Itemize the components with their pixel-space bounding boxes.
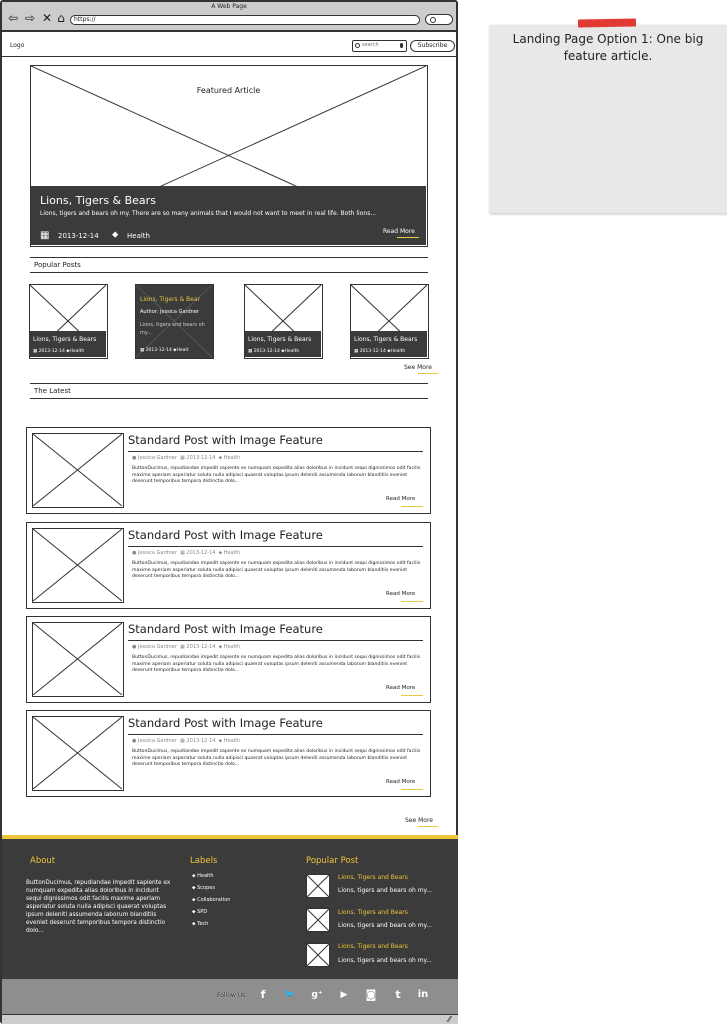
- post-read-more[interactable]: Read More: [386, 685, 416, 691]
- read-more-underline: [401, 789, 423, 790]
- featured-read-more[interactable]: Read More: [383, 228, 415, 235]
- read-more-underline: [401, 695, 423, 696]
- twitter-icon[interactable]: 🐦: [284, 990, 296, 1000]
- popular-card[interactable]: [350, 284, 429, 359]
- popular-post-subtitle: Lions, tigers and bears oh my...: [338, 922, 432, 929]
- label-link[interactable]: [192, 897, 230, 903]
- search-placeholder: search: [362, 42, 379, 48]
- instagram-icon[interactable]: ◙: [365, 988, 377, 1001]
- see-more-underline: [418, 373, 438, 374]
- featured-tag[interactable]: Health: [127, 232, 150, 240]
- card-tag: Health: [69, 349, 85, 354]
- post-title[interactable]: Standard Post with Image Feature: [128, 622, 323, 636]
- user-icon: ●: [132, 550, 137, 556]
- post-card[interactable]: [26, 522, 431, 609]
- popular-post-title[interactable]: Lions, Tigers and Bears: [338, 909, 408, 916]
- forward-arrow-icon[interactable]: ⇨: [24, 11, 36, 25]
- popular-card[interactable]: [29, 284, 108, 359]
- card-excerpt: Lions, tigers and bears oh my...: [140, 322, 205, 336]
- tag-icon: ⬥: [192, 885, 196, 891]
- post-excerpt: ButtonDucimus, repudiandae impedit sapiente ex numquam expedita alias doloribus in incidunt sequi dignissimos odit facilis maxime aperiam asperiatur soluta nulla adipisci quaerat voluptas ipsum deleniti assumenda laborum blanditiis eveniet deserunt temporibus tempora distinctio dolo...: [132, 655, 421, 673]
- tag-icon: ⬥: [192, 921, 196, 927]
- see-more-underline: [418, 826, 438, 827]
- image-placeholder-icon: [307, 944, 329, 966]
- post-card[interactable]: [26, 427, 431, 514]
- featured-caption-band: [31, 186, 426, 245]
- card-tag: Healt: [176, 348, 189, 353]
- url-bar[interactable]: https://: [70, 15, 420, 25]
- footer: [2, 839, 458, 979]
- post-tag: Health: [223, 644, 241, 650]
- microphone-icon[interactable]: [400, 43, 403, 48]
- tag-icon: ⬥: [218, 738, 223, 744]
- label-link[interactable]: [192, 873, 214, 879]
- search-icon: [355, 43, 360, 48]
- label-link[interactable]: [192, 921, 208, 927]
- card-author: Author: Jessica Gardner: [140, 309, 199, 315]
- calendar-icon: ▦: [180, 550, 185, 556]
- card-title: Lions, Tigers & Bears: [354, 336, 418, 343]
- calendar-icon: ▦: [40, 230, 50, 241]
- post-read-more[interactable]: Read More: [386, 591, 416, 597]
- post-title[interactable]: Standard Post with Image Feature: [128, 716, 323, 730]
- post-excerpt: ButtonDucimus, repudiandae impedit sapiente ex numquam expedita alias doloribus in incidunt sequi dignissimos odit facilis maxime aperiam asperiatur soluta nulla adipisci quaerat voluptas ipsum deleniti assumenda laborum blanditiis eveniet deserunt temporibus tempora distinctio dolo...: [132, 749, 421, 767]
- tag-icon: ⬥: [192, 909, 196, 915]
- post-read-more[interactable]: Read More: [386, 496, 416, 502]
- card-tag: Health: [390, 349, 406, 354]
- popular-post-thumb[interactable]: [306, 943, 330, 967]
- post-meta: [132, 738, 240, 744]
- post-date: 2013-12-14: [186, 738, 216, 744]
- popular-post-thumb[interactable]: [306, 908, 330, 932]
- subscribe-button[interactable]: Subscribe: [410, 40, 455, 52]
- post-author: Jessica Gardner: [137, 738, 177, 744]
- post-date: 2013-12-14: [186, 550, 216, 556]
- label-text: Health: [197, 873, 214, 879]
- post-tag: Health: [223, 455, 241, 461]
- home-icon[interactable]: ⌂: [57, 11, 65, 25]
- post-image: [32, 716, 124, 791]
- calendar-icon: ▦: [180, 455, 185, 461]
- tag-icon: ⬥: [218, 550, 223, 556]
- popular-card-hover[interactable]: [135, 284, 214, 359]
- user-icon: ●: [132, 644, 137, 650]
- card-meta: ▦ 2013-12-14 ⬥Healt: [140, 348, 189, 353]
- read-more-underline: [401, 506, 423, 507]
- card-date: 2013-12-14: [38, 349, 65, 354]
- popular-post-subtitle: Lions, tigers and bears oh my...: [338, 957, 432, 964]
- popular-post-heading: Popular Post: [306, 856, 359, 866]
- card-meta: ▦ 2013-12-14 ⬥Health: [354, 349, 406, 354]
- post-image: [32, 528, 124, 603]
- tag-icon: ⬥: [218, 455, 223, 461]
- image-placeholder-icon: [33, 529, 122, 601]
- browser-search-button[interactable]: [425, 14, 453, 25]
- facebook-icon[interactable]: f: [260, 988, 266, 1001]
- popular-post-title[interactable]: Lions, Tigers and Bears: [338, 943, 408, 950]
- card-date: 2013-12-14: [145, 348, 172, 353]
- image-placeholder-icon: [33, 623, 122, 695]
- card-date: 2013-12-14: [359, 349, 386, 354]
- tumblr-icon[interactable]: t: [395, 988, 401, 1001]
- post-date: 2013-12-14: [186, 644, 216, 650]
- featured-summary: Lions, tigers and bears oh my. There are so many animals that I would not want to meet in real life. Both lions...: [40, 210, 377, 217]
- header-divider: [2, 56, 456, 57]
- tag-icon: ⬥: [218, 644, 223, 650]
- sticky-note: [489, 25, 727, 213]
- latest-see-more[interactable]: See More: [405, 817, 433, 824]
- popular-posts-heading: Popular Posts: [30, 257, 428, 273]
- back-arrow-icon[interactable]: ⇦: [7, 11, 19, 25]
- label-text: Scopes: [197, 885, 215, 891]
- user-icon: ●: [132, 738, 137, 744]
- post-title-divider: [128, 546, 423, 547]
- google-plus-icon[interactable]: g⁺: [311, 990, 323, 1000]
- tag-icon: ⬥: [112, 230, 119, 240]
- note-text: Landing Page Option 1: One big feature article.: [512, 32, 704, 63]
- card-date: 2013-12-14: [253, 349, 280, 354]
- post-tag: Health: [223, 738, 241, 744]
- window-title: A Web Page: [211, 3, 247, 10]
- search-input[interactable]: [352, 40, 407, 52]
- calendar-icon: ▦: [180, 738, 185, 744]
- card-tag: Health: [284, 349, 300, 354]
- post-card[interactable]: [26, 616, 431, 703]
- post-image: [32, 433, 124, 508]
- latest-heading: The Latest: [30, 383, 428, 399]
- popular-post-title[interactable]: Lions, Tigers and Bears: [338, 874, 408, 881]
- popular-see-more[interactable]: See More: [404, 364, 432, 371]
- label-text: Collaboration: [197, 897, 231, 903]
- tape-strip: [578, 18, 636, 27]
- tag-icon: ⬥: [192, 897, 196, 903]
- post-meta: [132, 550, 240, 556]
- post-title-divider: [128, 734, 423, 735]
- label-link[interactable]: [192, 885, 215, 891]
- about-text: ButtonDucimus, repudiandae impedit sapiente ex numquam expedita alias doloribus in incidunt sequi dignissimos odit facilis maxime aperiam asperiatur soluta nulla adipisci quaerat voluptas ipsum deleniti assumenda laborum blanditiis eveniet deserunt temporibus tempora distinctio dolo...: [26, 880, 171, 934]
- post-author: Jessica Gardner: [137, 550, 177, 556]
- image-placeholder-icon: [33, 434, 122, 506]
- post-excerpt: ButtonDucimus, repudiandae impedit sapiente ex numquam expedita alias doloribus in incidunt sequi dignissimos odit facilis maxime aperiam asperiatur soluta nulla adipisci quaerat voluptas ipsum deleniti assumenda laborum blanditiis eveniet deserunt temporibus tempora distinctio dolo...: [132, 561, 421, 579]
- image-placeholder-icon: [307, 909, 329, 931]
- youtube-icon[interactable]: ▶: [340, 990, 348, 1000]
- post-author: Jessica Gardner: [137, 644, 177, 650]
- image-placeholder-icon: [33, 717, 122, 789]
- browser-status-bar: [2, 1014, 458, 1024]
- post-excerpt: ButtonDucimus, repudiandae impedit sapiente ex numquam expedita alias doloribus in incidunt sequi dignissimos odit facilis maxime aperiam asperiatur soluta nulla adipisci quaerat voluptas ipsum deleniti assumenda laborum blanditiis eveniet deserunt temporibus tempora distinctio dolo...: [132, 466, 421, 484]
- featured-label: Featured Article: [196, 86, 261, 95]
- popular-post-subtitle: Lions, tigers and bears oh my...: [338, 887, 432, 894]
- calendar-icon: ▦: [180, 644, 185, 650]
- post-meta: [132, 455, 240, 461]
- post-author: Jessica Gardner: [137, 455, 177, 461]
- image-placeholder-icon: [307, 875, 329, 897]
- linkedin-icon[interactable]: in: [417, 989, 429, 1000]
- social-bar: [2, 979, 458, 1014]
- featured-article[interactable]: [30, 65, 428, 247]
- user-icon: ●: [132, 455, 137, 461]
- post-title-divider: [128, 451, 423, 452]
- tag-icon: ⬥: [192, 873, 196, 879]
- about-heading: About: [30, 856, 56, 866]
- post-date: 2013-12-14: [186, 455, 216, 461]
- resize-grip-icon[interactable]: ⁄⁄: [448, 1015, 451, 1024]
- label-text: Tech: [197, 921, 209, 927]
- follow-us-label: Follow Us: [217, 992, 246, 999]
- card-meta: ▦ 2013-12-14 ⬥Health: [33, 349, 85, 354]
- featured-date: 2013-12-14: [58, 232, 99, 240]
- magnifier-icon: [430, 17, 436, 23]
- logo[interactable]: Logo: [10, 42, 25, 49]
- label-text: SPD: [197, 909, 208, 915]
- browser-titlebar: [2, 2, 456, 32]
- card-caption: [351, 331, 427, 357]
- close-x-icon[interactable]: ✕: [41, 11, 53, 25]
- read-more-underline: [401, 601, 423, 602]
- card-title: Lions, Tigers & Bears: [33, 336, 97, 343]
- popular-card[interactable]: [244, 284, 323, 359]
- read-more-underline: [397, 237, 419, 238]
- post-title[interactable]: Standard Post with Image Feature: [128, 433, 323, 447]
- label-link[interactable]: [192, 909, 207, 915]
- post-title[interactable]: Standard Post with Image Feature: [128, 528, 323, 542]
- post-read-more[interactable]: Read More: [386, 779, 416, 785]
- card-caption: [30, 331, 106, 357]
- popular-post-thumb[interactable]: [306, 874, 330, 898]
- card-caption: [245, 331, 321, 357]
- card-meta: ▦ 2013-12-14 ⬥Health: [248, 349, 300, 354]
- post-meta: [132, 644, 240, 650]
- featured-title[interactable]: Lions, Tigers & Bears: [40, 194, 156, 207]
- post-title-divider: [128, 640, 423, 641]
- card-title: Lions, Tigers & Bear: [140, 296, 201, 303]
- post-image: [32, 622, 124, 697]
- card-title: Lions, Tigers & Bears: [248, 336, 312, 343]
- post-card[interactable]: [26, 710, 431, 797]
- labels-heading: Labels: [190, 856, 218, 866]
- post-tag: Health: [223, 550, 241, 556]
